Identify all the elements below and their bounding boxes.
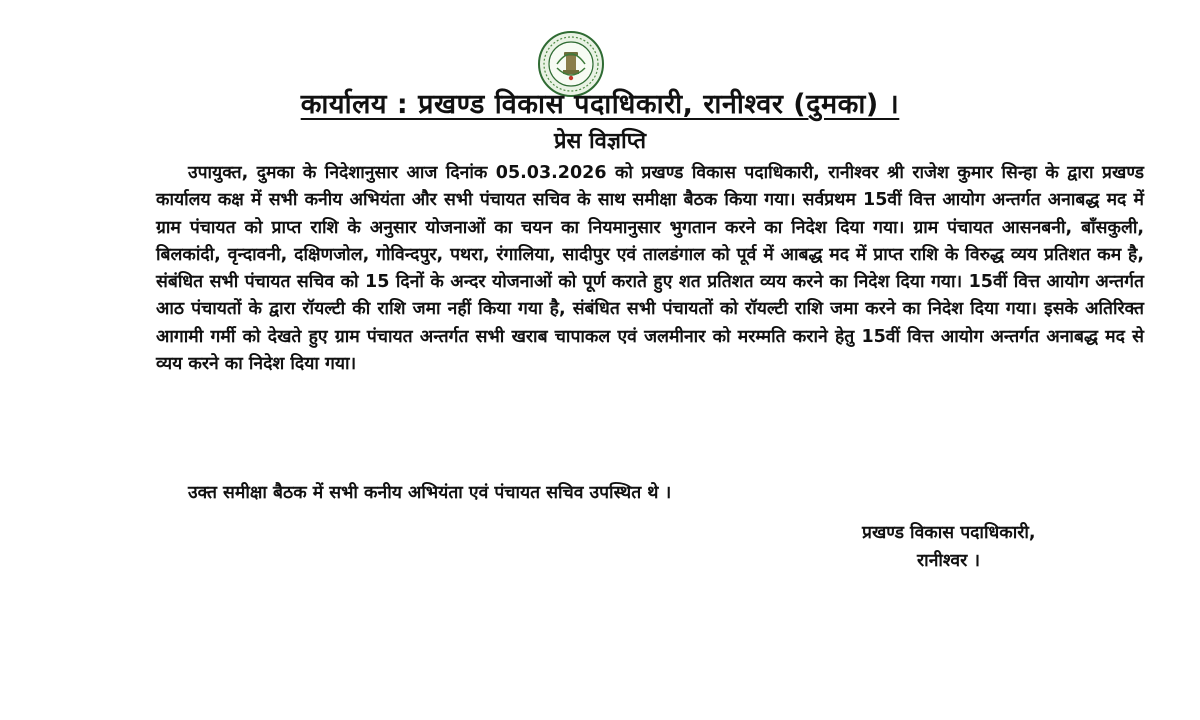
press-release-body: उपायुक्त, दुमका के निदेशानुसार आज दिनांक 05.03.2026 को प्रखण्ड विकास पदाधिकारी, रानीश्वर श्री राजेश कुमार सिन्हा के द्वारा प्रखण्ड कार्यालय कक्ष में सभी कनीय अभियंता और सभी पंचायत सचिव के साथ समीक्षा बैठक किया गया। सर्वप्रथम 15वीं वित्त आयोग अन्तर्गत अनाबद्ध मद में ग्राम पंचायत को प्राप्त राशि के अनुसार योजनाओं का चयन का नियमानुसार भुगतान करने का निदेश दिया गया। ग्राम पंचायत आसनबनी, बाँसकुली, बिलकांदी, वृन्दावनी, दक्षिणजोल, गोविन्दपुर, पथरा, रंगालिया, सादीपुर एवं तालडंगाल को पूर्व में आबद्ध मद में प्राप्त राशि के विरुद्ध व्यय प्रतिशत कम है, संबंधित सभी पंचायत सचिव को 15 दिनों के अन्दर योजनाओं को पूर्ण कराते हुए शत प्रतिशत व्यय करने का निदेश दिया गया। 15वीं वित्त आयोग अन्तर्गत आठ पंचायतों के द्वारा रॉयल्टी की राशि जमा नहीं किया गया है, संबंधित सभी पंचायतों को रॉयल्टी राशि जमा करने का निदेश दिया गया। इसके अतिरिक्त आगामी गर्मी को देखते हुए ग्राम पंचायत अन्तर्गत सभी खराब चापाकल एवं जलमीनार को मरम्मति कराने हेतु 15वीं वित्त आयोग अन्तर्गत अनाबद्ध मद से व्यय करने का निदेश दिया गया। [156, 163, 1144, 375]
press-release-heading: प्रेस विज्ञप्ति [553, 129, 647, 154]
office-title [0, 84, 1200, 121]
closing-line: उक्त समीक्षा बैठक में सभी कनीय अभियंता एवं पंचायत सचिव उपस्थित थे । [188, 483, 672, 503]
signature-designation: प्रखण्ड विकास पदाधिकारी, [862, 523, 1036, 543]
signature-place: रानीश्वर । [917, 551, 980, 571]
office-title-text: कार्यालय : प्रखण्ड विकास पदाधिकारी, रानीश्वर (दुमका) । [300, 89, 900, 120]
